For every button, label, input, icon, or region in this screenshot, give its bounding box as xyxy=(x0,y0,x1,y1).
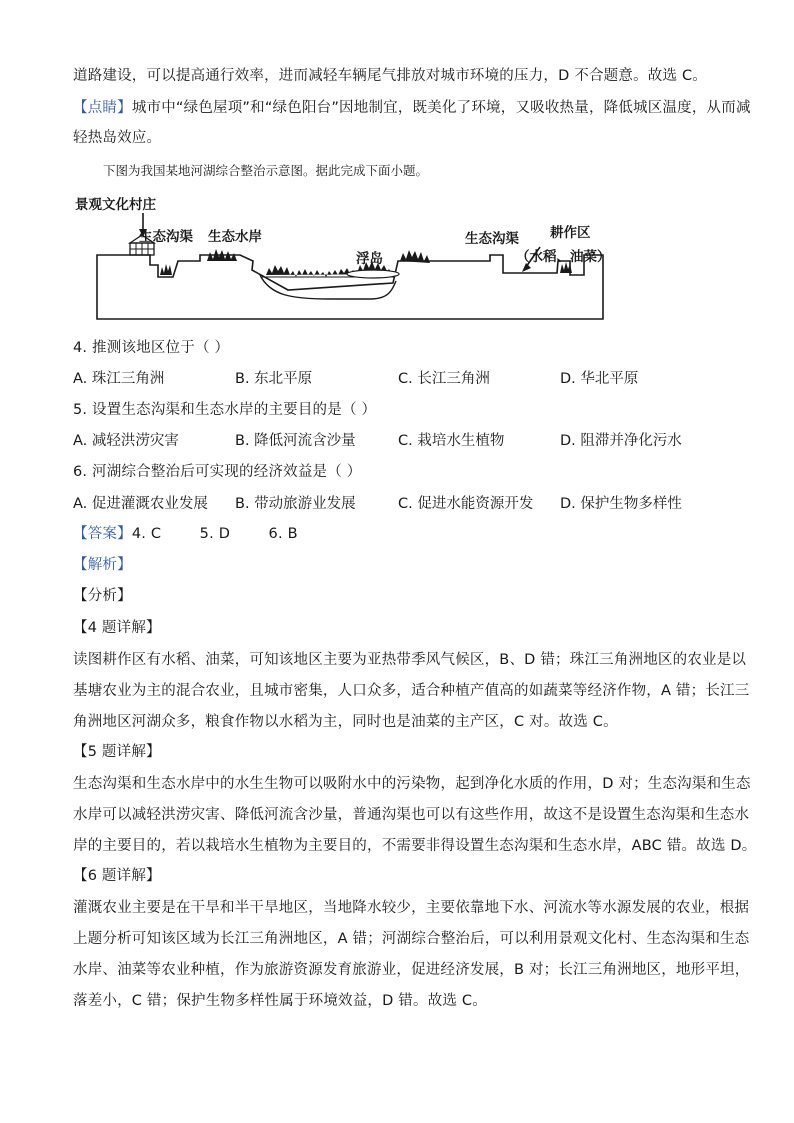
answer-tag: 【答案】 xyxy=(73,526,132,542)
option: C. 促进水能资源开发 xyxy=(398,496,534,512)
option: B. 带动旅游业发展 xyxy=(235,496,356,512)
detail-line: 灌溉农业主要是在干旱和半干旱地区，当地降水较少，主要依靠地下水、河流水等水源发展的农业，根据 xyxy=(73,900,750,916)
label-farm-crops: （水稻、油菜） xyxy=(516,249,610,265)
fenxi-tag: 【分析】 xyxy=(73,588,132,604)
question-stem: 6. 河湖综合整治后可实现的经济效益是（ ） xyxy=(73,464,362,480)
detail-tag: 【4 题详解】 xyxy=(73,620,161,636)
label-village: 景观文化村庄 xyxy=(75,197,156,213)
option: B. 东北平原 xyxy=(235,371,313,387)
label-channel-left: 生态沟渠 xyxy=(139,229,193,245)
detail-line: 岸的主要目的，若以栽培水生植物为主要目的，不需要非得设置生态沟渠和生态水岸，ABC 错。故选 D。 xyxy=(73,838,757,854)
answer-line xyxy=(73,524,298,544)
option: A. 珠江三角洲 xyxy=(73,371,165,387)
option: A. 促进灌溉农业发展 xyxy=(73,496,208,512)
question-stem: 4. 推测该地区位于（ ） xyxy=(73,340,230,356)
label-island: 浮岛 xyxy=(356,251,383,267)
detail-line: 上题分析可知该区域为长江三角洲地区，A 错；河湖综合整治后，可以利用景观文化村、生态沟渠和生态 xyxy=(73,931,750,947)
dianjing-text: 城市中“绿色屋项”和“绿色阳台”因地制宜，既美化了环境，又吸收热量，降低城区温度，从而减 xyxy=(131,100,751,116)
detail-line: 水岸、油菜等农业种植，作为旅游资源发育旅游业，促进经济发展，B 对；长江三角洲地区，地形平坦， xyxy=(73,962,750,978)
detail-line: 落差小，C 错；保护生物多样性属于环境效益，D 错。故选 C。 xyxy=(73,993,487,1009)
option: B. 降低河流含沙量 xyxy=(235,433,356,449)
detail-line: 生态沟渠和生态水岸中的水生生物可以吸附水中的污染物，起到净化水质的作用，D 对；生态沟渠和生态 xyxy=(73,776,751,792)
figure-intro: 下图为我国某地河湖综合整治示意图。据此完成下面小题。 xyxy=(103,163,429,178)
option: D. 保护生物多样性 xyxy=(560,496,682,512)
detail-tag: 【5 题详解】 xyxy=(73,744,161,760)
detail-line: 基塘农业为主的混合农业，且城市密集，人口众多，适合种植产值高的如蔬菜等经济作物，A 错；长江三 xyxy=(73,683,750,699)
text-line: 道路建设，可以提高通行效率，进而减轻车辆尾气排放对城市环境的压力，D 不合题意。故选 C。 xyxy=(73,68,708,84)
option: D. 阻滞并净化污水 xyxy=(560,433,682,449)
dianjing-line xyxy=(73,98,751,118)
question-stem: 5. 设置生态沟渠和生态水岸的主要目的是（ ） xyxy=(73,402,377,418)
detail-line: 角洲地区河湖众多，粮食作物以水稻为主，同时也是油菜的主产区，C 对。故选 C。 xyxy=(73,714,618,730)
label-bank: 生态水岸 xyxy=(208,229,262,245)
dianjing-tag: 【点睛】 xyxy=(73,100,132,116)
floating-island-icon xyxy=(347,270,399,278)
text-line: 轻热岛效应。 xyxy=(73,130,162,146)
option: C. 长江三角洲 xyxy=(398,371,490,387)
detail-line: 水岸可以减轻洪涝灾害、降低河流含沙量，普通沟渠也可以有这些作用，故这不是设置生态沟渠和生态水 xyxy=(73,807,750,823)
option: D. 华北平原 xyxy=(560,371,639,387)
label-channel-right: 生态沟渠 xyxy=(465,231,519,247)
analysis-tag: 【解析】 xyxy=(73,557,132,573)
answer-text: 4. C 5. D 6. B xyxy=(131,526,298,542)
river-lake-diagram xyxy=(70,195,610,325)
label-farm: 耕作区 xyxy=(550,225,591,241)
option: C. 栽培水生植物 xyxy=(398,433,505,449)
option: A. 减轻洪涝灾害 xyxy=(73,433,179,449)
detail-line: 读图耕作区有水稻、油菜，可知该地区主要为亚热带季风气候区，B、D 错；珠江三角洲地区的农业是以 xyxy=(73,652,747,668)
detail-tag: 【6 题详解】 xyxy=(73,868,161,884)
